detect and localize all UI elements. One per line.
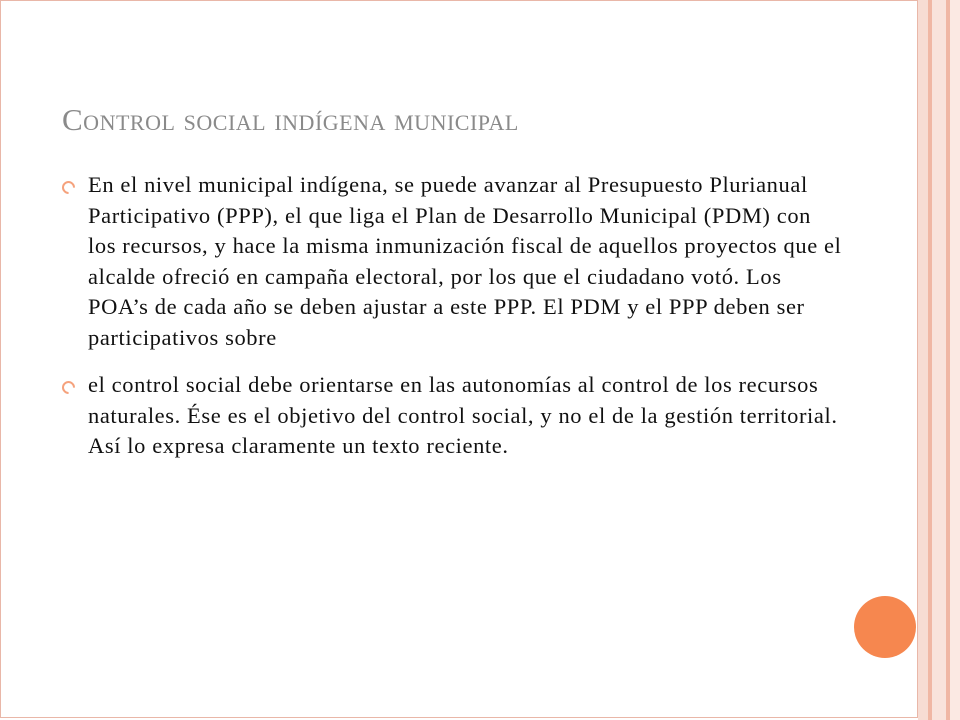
slide-content (62, 170, 842, 479)
bullet-item (62, 170, 842, 353)
decorative-band (932, 0, 946, 720)
slide-title: Control social indígena municipal (62, 102, 519, 137)
bullet-text: el control social debe orientarse en las autonomías al control de los recursos naturales. Ése es el objetivo del control social, y no el de la gestión territorial. Así lo expresa claramente un texto reciente. (88, 372, 838, 458)
decorative-band (918, 0, 928, 720)
decorative-band (950, 0, 960, 720)
title-divider (62, 146, 882, 147)
orange-circle-decoration (854, 596, 916, 658)
open-circle-bullet-icon (59, 178, 77, 196)
open-circle-bullet-icon (59, 378, 77, 396)
bullet-item (62, 370, 842, 462)
bullet-text: En el nivel municipal indígena, se puede avanzar al Presupuesto Plurianual Participativo (PPP), el que liga el Plan de Desarrollo Municipal (PDM) con los recursos, y hace la misma inmunización fiscal de aquellos proyectos que el alcalde ofreció en campaña electoral, por los que el ciudadano votó. Los POA’s de cada año se deben ajustar a este PPP. El PDM y el PPP deben ser participativos sobre (88, 172, 842, 350)
